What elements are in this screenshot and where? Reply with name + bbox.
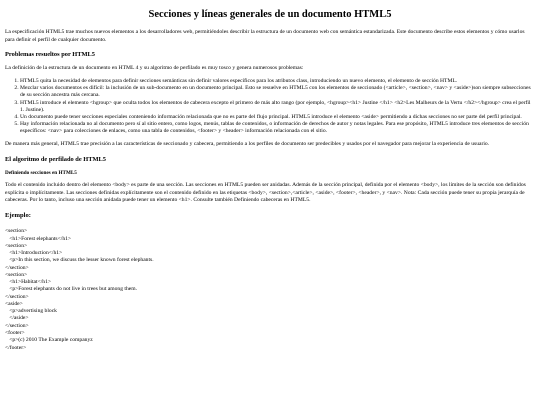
algorithm-heading: El algoritmo de perfilado de HTML5 xyxy=(5,155,107,163)
example-heading: Ejemplo: xyxy=(5,211,32,219)
list-item: 1. HTML5 quita la necesidad de elementos para definir secciones semánticas sin definir valores específicos para los atributos class, introduciendo un nuevo elemento, el elemento de sección HTML. xyxy=(20,78,535,85)
problems-list xyxy=(5,78,535,135)
page-title: Secciones y líneas generales de un documento HTML5 xyxy=(148,9,392,20)
problems-outro: De manera más general, HTML5 trae precisión a las características de seccionado y cabecera, permitiendo a los perfiles de documento ser predecibles y usados por el navegador para mejorar la experiencia de usuario. xyxy=(5,141,490,148)
intro-paragraph: La especificación HTML5 trae muchos nuevos elementos a los desarrolladores web, permitiéndoles describir la estructura de un documento web con semántica estandarizada. Este documento describe estos elementos y cómo usarlos para definir el perfil de cualquier documento. xyxy=(5,29,525,43)
sections-paragraph: Todo el contenido incluido dentro del elemento <body> es parte de una sección. Las secciones en HTML5 pueden ser anidadas. Además de la sección principal, definida por el elemento <body>, los límites de la sección son definidos explícita o implícitamente. Las secciones definidas explícitamente son el contenido definido en las etiquetas <body>, <section>,<article>, <aside>, <footer>, <header>, y <nav>. Nota: Cada sección puede tener su propia jerarquía de cabeceras. Por lo tanto, incluso una sección anidada puede tener un elemento <h1>. Consulte también Definiendo cabeceras en HTML5. xyxy=(5,182,526,203)
problems-heading: Problemas resueltos por HTML5 xyxy=(5,50,95,58)
list-item: 5. Hay información relacionada no al documento pero sí al sitio entero, como logos, menús, tablas de contenidos, o información de derechos de autor y notas legales. Para ese propósito, HTML5 introduce tres elementos de sección específicos: <nav> para colecciones de enlaces, como una tabla de contenidos, <footer> y <header> información relacionada con el sitio. xyxy=(20,121,535,135)
list-item: 3. HTML5 introduce el elemento <hgroup> que oculta todos los elementos de cabecera excepto el primero de más alto rango (por ejemplo, <hgroup><h1> Justine </h1> <h2>Les Malheurs de la Vertu </h2></hgroup> crea el perfil 1. Justine). xyxy=(20,100,535,114)
list-item: 4. Un documento puede tener secciones especiales conteniendo información relacionada que no es parte del flujo principal. HTML5 introduce el elemento <aside> permitiendo a dichas secciones no ser parte del perfil principal. xyxy=(20,114,535,121)
list-item: 2. Mezclar varios documentos es difícil: la inclusión de un sub-documento en un documento principal. Esto se resuelve en HTML5 con los elementos de seccionado (<article>, <section>, <nav> y <aside>)son siempre subsecciones de su sección ancestra más cercana. xyxy=(20,85,535,99)
problems-intro: La definición de la estructura de un documento en HTML 4 y su algoritmo de perfilado es muy tosco y genera numerosos problemas: xyxy=(5,64,304,71)
example-code: <section> <h1>Forest elephants</h1> <section> <h1>Introduction</h1> <p>In this section, we discuss the lesser known forest elephants. </section> <section> <h1>Habitat</h1> <p>Forest elephants do not live in trees but among them. </section> <aside> <p>advertising block </aside> </section> <footer> <p>(c) 2010 The Example companyz </footer> xyxy=(5,228,154,351)
sections-heading: Definiendo secciones en HTML5 xyxy=(5,169,77,176)
